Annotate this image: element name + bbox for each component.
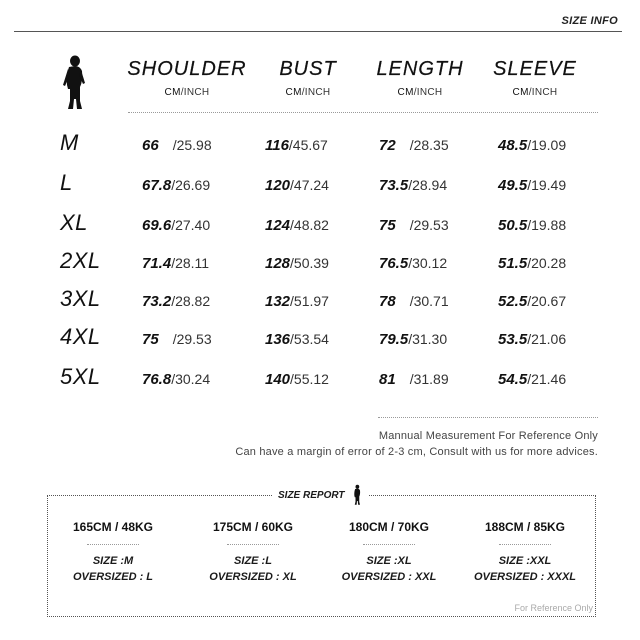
size-report-label: SIZE REPORT [278,489,345,501]
measurement-cell [379,255,447,272]
inch-value: /21.46 [527,371,567,387]
cm-value: 69.6 [142,217,172,234]
oversized-size: OVERSIZED : XL [209,571,297,583]
cm-value: 116 [265,137,289,154]
measurement-cell [142,137,212,154]
measurement-cell [498,217,566,234]
measurement-cell [379,371,449,388]
inch-value: /45.67 [288,137,328,153]
cm-value: 50.5 [498,217,528,234]
inch-value: /28.82 [171,293,211,309]
measurement-cell [498,293,566,310]
oversized-size: OVERSIZED : XXL [341,571,437,583]
measurement-cell [142,177,210,194]
cm-value: 53.5 [498,331,528,348]
inch-value: /20.28 [527,255,567,271]
cm-value: 67.8 [142,177,172,194]
inch-value: /19.49 [527,177,567,193]
column-header-sleeve [470,58,600,98]
size-report-entry [460,520,590,583]
column-name: LENGTH [376,58,464,80]
measurement-cell [265,371,329,388]
cm-value: 73.2 [142,293,172,310]
recommended-size: SIZE :L [234,555,272,567]
column-name: SLEEVE [493,58,577,80]
cm-value: 132 [265,293,291,310]
measurement-cell [379,331,447,348]
column-unit: CM/INCH [397,87,443,98]
inch-value: /50.39 [290,255,329,271]
cm-value: 75 [379,217,396,234]
size-report-entry [48,520,178,583]
cm-value: 71.4 [142,255,172,272]
entry-dotted-divider [499,544,551,545]
measurement-cell [142,255,209,272]
header-dotted-divider [128,112,598,113]
measurement-cell [265,293,329,310]
entry-dotted-divider [227,544,279,545]
inch-value: /28.94 [408,177,448,193]
inch-value: /26.69 [171,177,211,193]
oversized-size: OVERSIZED : XXXL [473,571,577,583]
measurement-cell [498,177,566,194]
reference-footnote: For Reference Only [514,603,593,613]
measurement-cell [142,293,210,310]
inch-value: /30.24 [171,371,211,387]
recommended-size: SIZE :XL [366,555,412,567]
column-header-shoulder [122,58,252,98]
measurement-cell [498,371,566,388]
cm-value: 136 [265,331,291,348]
inch-value: /29.53 [409,217,449,233]
cm-value: 72 [379,137,396,154]
measurement-cell [265,331,329,348]
inch-value: /19.09 [527,137,567,153]
height-weight: 180CM / 70KG [348,520,430,534]
measurement-cell [142,371,210,388]
measurement-cell [142,331,212,348]
measurement-cell [379,293,449,310]
cm-value: 52.5 [498,293,528,310]
cm-value: 49.5 [498,177,528,194]
margin-note: Can have a margin of error of 2-3 cm, Consult with us for more advices. [235,446,598,458]
cm-value: 76.8 [142,371,172,388]
measurement-cell [265,177,329,194]
cm-value: 76.5 [379,255,409,272]
cm-value: 140 [265,371,291,388]
measurement-cell [379,137,449,154]
size-label: 5XL [60,364,101,389]
inch-value: /31.89 [409,371,449,387]
inch-value: /19.88 [527,217,567,233]
inch-value: /25.98 [172,137,212,153]
measurement-cell [379,177,447,194]
column-name: BUST [279,58,337,80]
inch-value: /27.40 [171,217,211,233]
size-label: 4XL [60,324,101,349]
entry-dotted-divider [363,544,415,545]
column-unit: CM/INCH [285,87,331,98]
cm-value: 120 [265,177,291,194]
inch-value: /28.11 [171,255,210,271]
size-label: 3XL [60,286,101,311]
inch-value: /47.24 [290,177,329,193]
size-report-entry [324,520,454,583]
column-header-bust [243,58,373,98]
column-header-length [355,58,485,98]
inch-value: /53.54 [290,331,329,347]
cm-value: 75 [142,331,159,348]
column-unit: CM/INCH [512,87,558,98]
inch-value: /48.82 [290,217,329,233]
inch-value: /30.71 [409,293,449,309]
size-label: L [60,170,73,195]
inch-value: /31.30 [408,331,448,347]
inch-value: /21.06 [527,331,567,347]
measurement-note: Mannual Measurement For Reference Only [378,430,598,442]
size-label: XL [60,210,88,235]
cm-value: 124 [265,217,291,234]
table-bottom-dotted-divider [378,417,598,418]
cm-value: 79.5 [379,331,409,348]
measurement-cell [379,217,449,234]
measurement-cell [265,255,329,272]
cm-value: 51.5 [498,255,528,272]
cm-value: 78 [379,293,396,310]
cm-value: 48.5 [498,137,528,154]
inch-value: /55.12 [290,371,329,387]
inch-value: /30.12 [408,255,448,271]
header-divider [14,31,622,32]
inch-value: /29.53 [172,331,212,347]
measurement-cell [498,137,566,154]
measurement-cell [265,137,328,154]
column-unit: CM/INCH [164,87,210,98]
size-label: M [60,130,79,155]
measurement-cell [498,331,566,348]
inch-value: /20.67 [527,293,567,309]
cm-value: 73.5 [379,177,409,194]
recommended-size: SIZE :M [92,555,134,567]
standing-person-silhouette-icon [58,55,90,111]
standing-person-silhouette-icon [351,484,363,506]
size-report-title [272,484,369,506]
oversized-size: OVERSIZED : L [72,571,154,583]
height-weight: 188CM / 85KG [484,520,566,534]
inch-value: /28.35 [409,137,449,153]
size-label: 2XL [60,248,101,273]
cm-value: 128 [265,255,291,272]
cm-value: 66 [142,137,159,154]
header-title: SIZE INFO [561,15,618,27]
column-name: SHOULDER [127,58,247,80]
inch-value: /51.97 [290,293,329,309]
size-report-entry [188,520,318,583]
measurement-cell [498,255,566,272]
cm-value: 81 [379,371,396,388]
entry-dotted-divider [87,544,139,545]
cm-value: 54.5 [498,371,528,388]
measurement-cell [265,217,329,234]
measurement-cell [142,217,210,234]
height-weight: 165CM / 48KG [72,520,154,534]
height-weight: 175CM / 60KG [212,520,294,534]
recommended-size: SIZE :XXL [498,555,552,567]
